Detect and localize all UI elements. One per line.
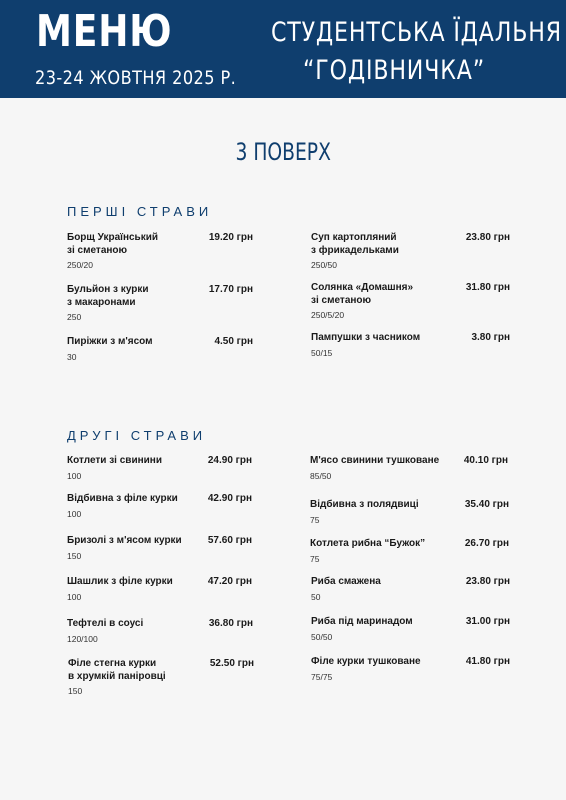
item-weight: 120/100 [67,633,98,644]
item-weight: 75/75 [311,671,333,682]
menu-item [310,538,509,564]
item-price: 26.70 грн [464,538,509,549]
item-weight: 85/50 [310,470,332,481]
floor-heading: 3 ПОВЕРХ [235,138,331,166]
canteen-name [244,14,562,90]
menu-item [311,576,510,602]
menu-item [67,493,252,519]
item-price: 31.00 грн [465,616,510,627]
item-name: Тефтелі в соусі [67,618,144,629]
menu-item [67,455,252,481]
item-weight: 150 [68,686,83,696]
item-weight: 50/50 [311,631,333,642]
item-name: Котлета рибна “Бужок” [310,538,426,549]
item-name: Пампушки з часником [311,332,421,343]
menu-item [310,499,509,525]
item-name: Пиріжки з м'ясом [67,336,153,347]
item-name: Філе стегна курки в хрумкій паніровці [68,658,166,682]
item-name: Котлети зі свинини [67,455,162,466]
item-weight: 250 [67,312,82,322]
item-name: Бульйон з курки з макаронами [67,284,149,308]
item-price: 57.60 грн [207,535,252,546]
item-weight: 100 [67,508,82,519]
header-banner [0,0,566,98]
item-price: 24.90 грн [207,455,252,466]
canteen-name-line2: “ГОДІВНИЧКА” [303,55,485,86]
menu-item [310,455,508,481]
item-name: Бризолі з м'ясом курки [67,535,182,546]
menu-item [67,535,252,561]
item-price: 42.90 грн [207,493,252,504]
item-name: Філе курки тушковане [311,656,421,667]
menu-item [68,658,254,696]
item-weight: 50/15 [311,347,333,358]
item-name: Відбивна з полядвиці [310,499,419,510]
menu-item [311,616,510,642]
item-name: Риба під маринадом [311,616,413,627]
item-name: Борщ Український зі сметаною [67,232,158,256]
item-price: 52.50 грн [209,658,254,669]
item-weight: 75 [310,514,320,525]
section-title-first-courses: ПЕРШІ СТРАВИ [67,204,213,219]
item-name: Відбивна з філе курки [67,493,178,504]
item-weight: 75 [310,553,320,564]
item-name: Солянка «Домашня» зі сметаною [311,282,414,306]
menu-item [311,656,510,682]
menu-item [67,284,253,322]
item-price: 3.80 грн [471,332,510,343]
item-price: 4.50 грн [214,336,253,347]
item-weight: 250/20 [67,260,93,270]
item-price: 31.80 грн [465,282,510,293]
item-weight: 100 [67,470,82,481]
menu-item [311,332,510,358]
section-title-main-courses: ДРУГІ СТРАВИ [67,428,207,443]
item-price: 35.40 грн [464,499,509,510]
menu-item [311,282,510,320]
menu-item [67,232,253,270]
item-price: 40.10 грн [463,455,508,466]
menu-title: МЕНЮ [36,6,173,57]
item-price: 23.80 грн [465,576,510,587]
item-weight: 250/50 [311,260,337,270]
item-price: 19.20 грн [208,232,253,243]
item-weight: 100 [67,591,82,602]
menu-date: 23-24 ЖОВТНЯ 2025 Р. [35,67,237,89]
item-name: Суп картопляний з фрикадельками [311,232,399,256]
item-weight: 150 [67,550,82,561]
item-weight: 50 [311,591,321,602]
item-price: 41.80 грн [465,656,510,667]
item-name: Риба смажена [311,576,381,587]
item-price: 36.80 грн [208,618,253,629]
item-price: 47.20 грн [207,576,252,587]
menu-item [311,232,510,270]
menu-item [67,576,252,602]
item-weight: 250/5/20 [311,310,345,320]
item-weight: 30 [67,351,77,362]
menu-item [67,336,253,362]
menu-item [67,618,253,644]
item-price: 17.70 грн [208,284,253,295]
item-price: 23.80 грн [465,232,510,243]
canteen-name-line1: СТУДЕНТСЬКА ЇДАЛЬНЯ [271,17,562,48]
item-name: Шашлик з філе курки [67,576,173,587]
item-name: М'ясо свинини тушковане [310,455,440,466]
